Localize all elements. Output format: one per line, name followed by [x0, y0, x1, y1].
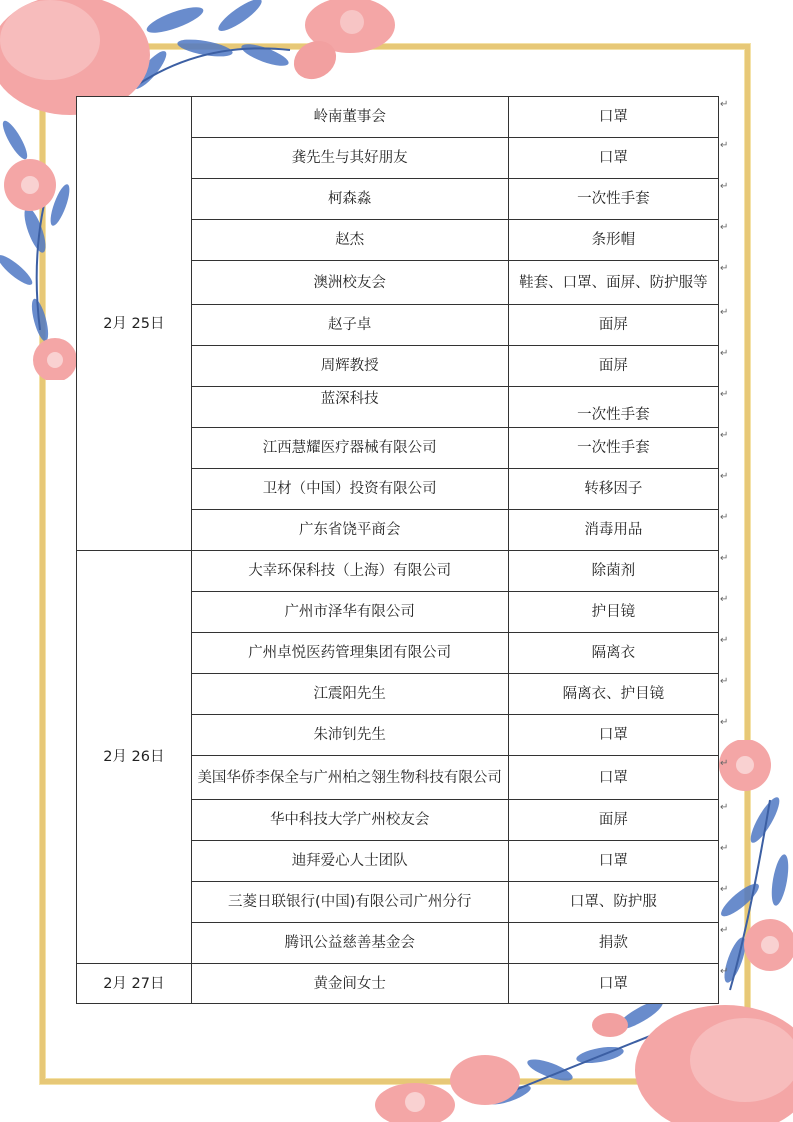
paragraph-mark: ↵: [720, 98, 729, 110]
item-cell: 口罩: [508, 97, 718, 138]
item-cell: 口罩: [508, 841, 718, 882]
donor-cell: 腾讯公益慈善基金会: [191, 923, 508, 964]
item-cell: 护目镜: [508, 592, 718, 633]
paragraph-mark: ↵: [720, 552, 729, 564]
date-cell: 2月 26日: [77, 551, 192, 964]
donor-cell: 赵子卓: [191, 305, 508, 346]
paragraph-mark: ↵: [720, 429, 729, 441]
date-cell: 2月 27日: [77, 964, 192, 1004]
item-cell: 一次性手套: [508, 428, 718, 469]
table-row: [77, 97, 719, 138]
item-cell: 捐款: [508, 923, 718, 964]
donor-cell: 大幸环保科技（上海）有限公司: [191, 551, 508, 592]
item-cell: 口罩: [508, 138, 718, 179]
item-cell: 条形帽: [508, 220, 718, 261]
date-cell: 2月 25日: [77, 97, 192, 551]
item-cell: 一次性手套: [508, 179, 718, 220]
paragraph-mark: ↵: [720, 139, 729, 151]
item-cell: 转移因子: [508, 469, 718, 510]
item-cell: 面屏: [508, 800, 718, 841]
item-cell: 除菌剂: [508, 551, 718, 592]
donor-cell: 江震阳先生: [191, 674, 508, 715]
paragraph-mark: ↵: [720, 470, 729, 482]
donor-cell: 江西慧耀医疗器械有限公司: [191, 428, 508, 469]
donor-cell: 周辉教授: [191, 346, 508, 387]
item-cell: 面屏: [508, 305, 718, 346]
donor-cell: 迪拜爱心人士团队: [191, 841, 508, 882]
paragraph-mark: ↵: [720, 388, 729, 400]
paragraph-mark: ↵: [720, 593, 729, 605]
donation-table: [76, 96, 719, 1004]
donor-cell: 三菱日联银行(中国)有限公司广州分行: [191, 882, 508, 923]
paragraph-mark: ↵: [720, 180, 729, 192]
donor-cell: 广东省饶平商会: [191, 510, 508, 551]
donor-cell: 柯森淼: [191, 179, 508, 220]
paragraph-mark: ↵: [720, 842, 729, 854]
donor-cell: 岭南董事会: [191, 97, 508, 138]
table-row: [77, 551, 719, 592]
paragraph-mark: ↵: [720, 965, 729, 977]
paragraph-mark: ↵: [720, 757, 729, 769]
paragraph-mark: ↵: [720, 634, 729, 646]
paragraph-mark: ↵: [720, 675, 729, 687]
paragraph-mark: ↵: [720, 883, 729, 895]
donor-cell: 蓝深科技: [191, 387, 508, 428]
donor-cell: 赵杰: [191, 220, 508, 261]
item-cell: 口罩、防护服: [508, 882, 718, 923]
item-cell: 一次性手套: [508, 387, 718, 428]
donor-cell: 朱沛钊先生: [191, 715, 508, 756]
paragraph-mark: ↵: [720, 221, 729, 233]
item-cell: 隔离衣、护目镜: [508, 674, 718, 715]
paragraph-mark: ↵: [720, 306, 729, 318]
donor-cell: 广州市泽华有限公司: [191, 592, 508, 633]
item-cell: 消毒用品: [508, 510, 718, 551]
table-row: [77, 964, 719, 1004]
item-cell: 口罩: [508, 756, 718, 800]
item-cell: 鞋套、口罩、面屏、防护服等: [508, 261, 718, 305]
item-cell: 口罩: [508, 964, 718, 1004]
donor-cell: 龚先生与其好朋友: [191, 138, 508, 179]
donor-cell: 广州卓悦医药管理集团有限公司: [191, 633, 508, 674]
item-cell: 面屏: [508, 346, 718, 387]
donor-cell: 黄金间女士: [191, 964, 508, 1004]
paragraph-mark: ↵: [720, 347, 729, 359]
item-cell: 隔离衣: [508, 633, 718, 674]
paragraph-mark: ↵: [720, 716, 729, 728]
paragraph-mark: ↵: [720, 924, 729, 936]
donor-cell: 华中科技大学广州校友会: [191, 800, 508, 841]
donor-cell: 卫材（中国）投资有限公司: [191, 469, 508, 510]
donor-cell: 澳洲校友会: [191, 261, 508, 305]
paragraph-mark: ↵: [720, 262, 729, 274]
paragraph-mark: ↵: [720, 801, 729, 813]
paragraph-mark: ↵: [720, 511, 729, 523]
item-cell: 口罩: [508, 715, 718, 756]
donor-cell: 美国华侨李保全与广州柏之翎生物科技有限公司: [191, 756, 508, 800]
